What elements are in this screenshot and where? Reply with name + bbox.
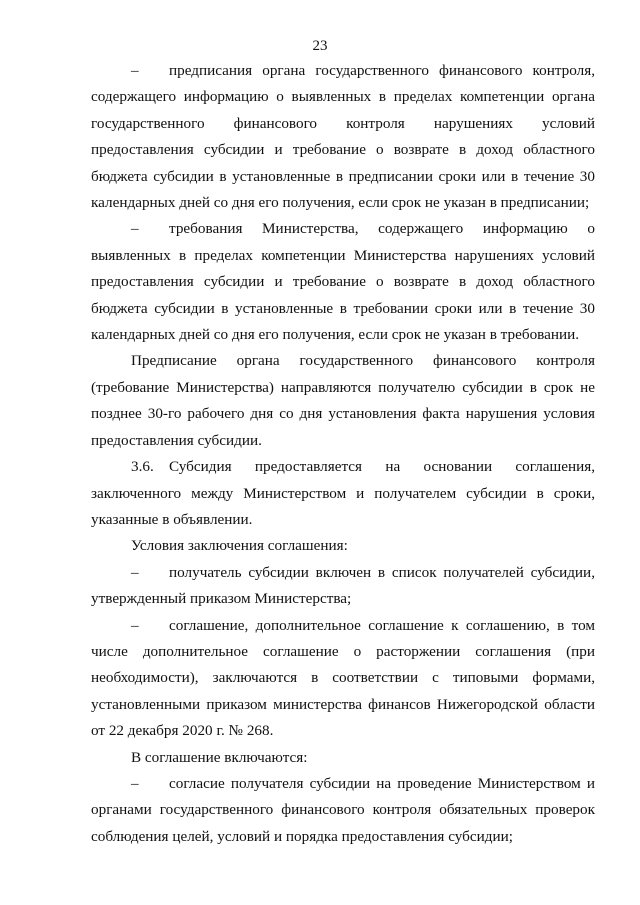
section-number: 3.6. [131,458,154,476]
dash-marker: – [131,616,139,634]
list-item [91,58,595,216]
paragraph [91,348,595,454]
paragraph-text: получатель субсидии включен в список получателей субсидии, утвержденный приказом Министерства; [91,563,595,608]
dash-marker: – [131,563,139,581]
dash-marker: – [131,220,139,238]
paragraph [91,533,595,559]
section-paragraph [91,454,595,533]
document-body [91,58,595,850]
paragraph-text: Условия заключения соглашения: [131,537,348,555]
paragraph-text: В соглашение включаются: [131,748,308,766]
paragraph-text: требования Министерства, содержащего информацию о выявленных в пределах компетенции Министерства нарушениях условий предоставления субсидии и требование о возврате в доход областного бюджета субсидии в установленные в требовании сроки или в течение 30 календарных дней со дня его получения, если срок не указан в требовании. [91,220,595,344]
list-item [91,560,595,613]
dash-marker: – [131,62,139,79]
paragraph-text: Субсидия предоставляется на основании соглашения, заключенного между Министерством и получателем субсидии в сроки, указанные в объявлении. [91,458,595,528]
paragraph [91,745,595,771]
page-number: 23 [312,38,328,54]
list-item [91,613,595,745]
paragraph-text: согласие получателя субсидии на проведение Министерством и органами государственного финансового контроля обязательных проверок соблюдения целей, условий и порядка предоставления субсидии; [91,774,595,845]
paragraph-text: предписания органа государственного финансового контроля, содержащего информацию о выявленных в пределах компетенции органа государственного финансового контроля нарушениях условий предоставления субсидии и требование о возврате в доход областного бюджета субсидии в установленные в предписании сроки или в течение 30 календарных дней со дня его получения, если срок не указан в предписании; [91,62,595,212]
list-item [91,771,595,850]
paragraph-text: соглашение, дополнительное соглашение к соглашению, в том числе дополнительное соглашение о расторжении соглашения (при необходимости), заключаются в соответствии с типовыми формами, установленными приказом министерства финансов Нижегородской области от 22 декабря 2020 г. № 268. [91,616,595,740]
list-item [91,216,595,348]
paragraph-text: Предписание органа государственного финансового контроля (требование Министерства) направляются получателю субсидии в срок не позднее 30-го рабочего дня со дня установления факта нарушения условия предоставления субсидии. [91,352,595,449]
dash-marker: – [131,774,139,792]
